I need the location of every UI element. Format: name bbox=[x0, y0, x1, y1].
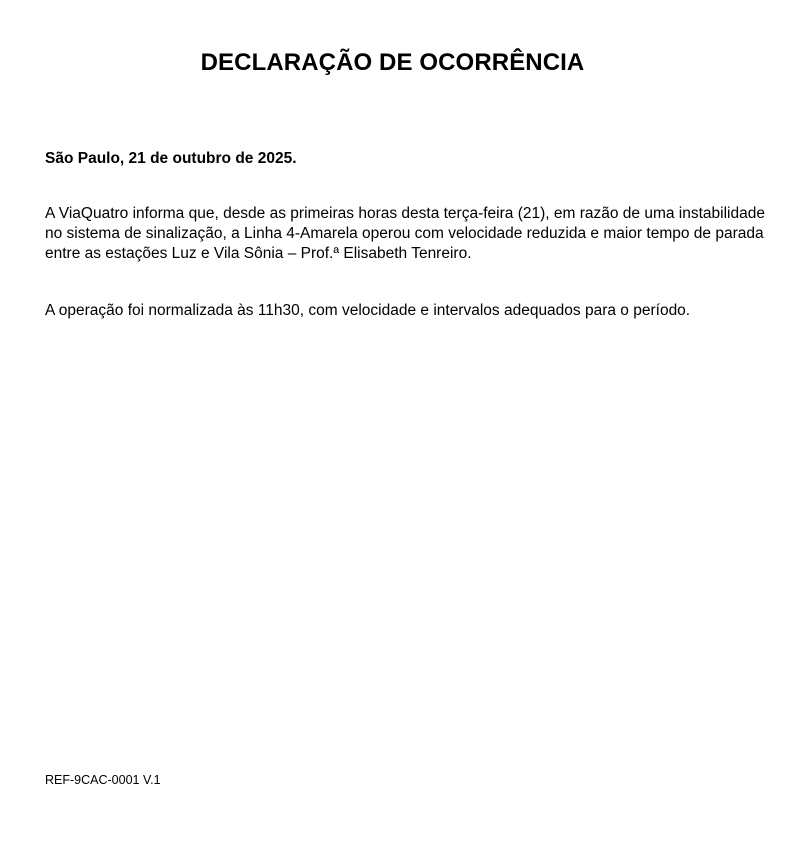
place-and-date: São Paulo, 21 de outubro de 2025. bbox=[45, 150, 297, 167]
document-title: DECLARAÇÃO DE OCORRÊNCIA bbox=[200, 49, 585, 76]
reference-code: REF-9CAC-0001 V.1 bbox=[45, 773, 161, 787]
paragraph-normalization: A operação foi normalizada às 11h30, com velocidade e intervalos adequados para o período. bbox=[45, 302, 691, 319]
paragraph-incident: A ViaQuatro informa que, desde as primeiras horas desta terça-feira (21), em razão de uma instabilidade no sistema de sinalização, a Linha 4-Amarela operou com velocidade reduzida e maior tempo de parada entre as estações Luz e Vila Sônia – Prof.ª Elisabeth Tenreiro. bbox=[45, 205, 765, 262]
